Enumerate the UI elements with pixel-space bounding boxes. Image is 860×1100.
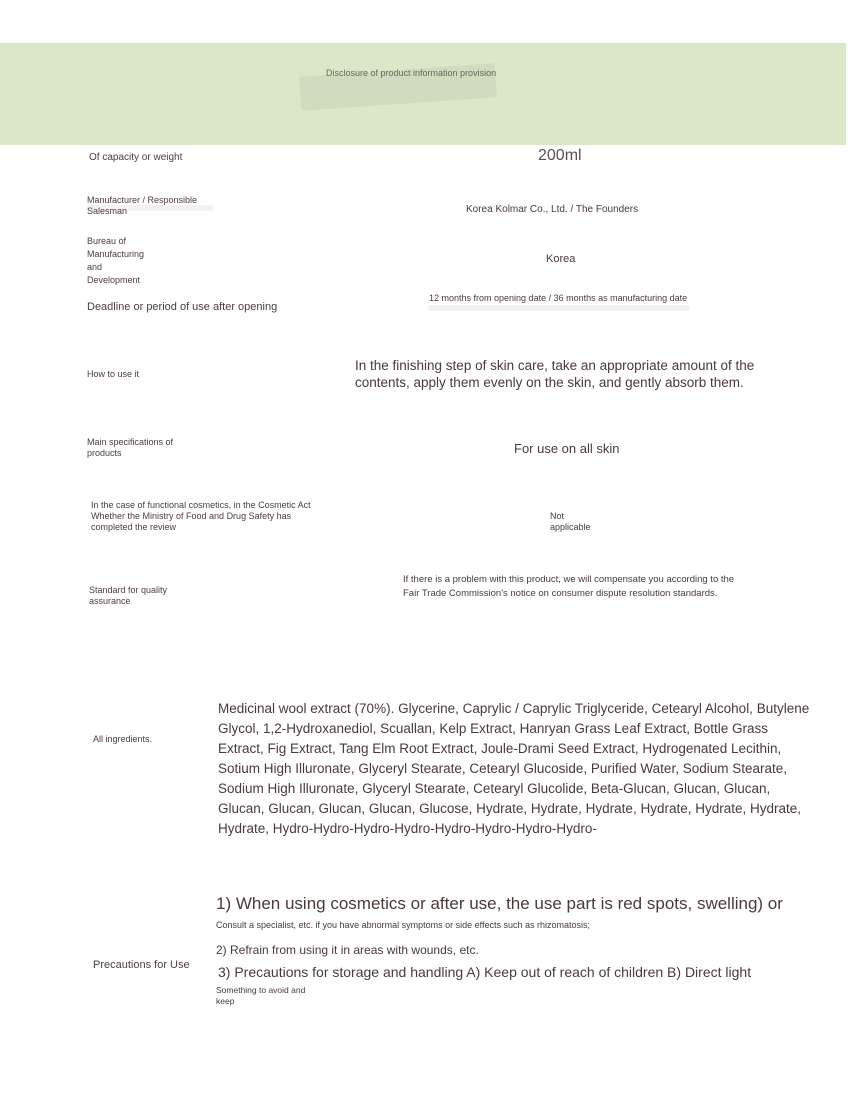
- ingredients-value: Medicinal wool extract (70%). Glycerine, Caprylic / Caprylic Triglyceride, Cetearyl Alcohol, Butylene Glycol, 1,2-Hydroxanediol, Scuallan, Kelp Extract, Hanryan Grass Leaf Extract, Bottle Grass Extract, Fig Extract, Tang Elm Root Extract, Joule-Drami Seed Extract, Hydrogenated Lecithin, Sotium High Illuronate, Glyceryl Stearate, Cetearyl Glucoside, Purified Water, Sodium Stearate, Sodium High Illuronate, Glyceryl Stearate, Cetearyl Glucolide, Beta-Glucan, Glucan, Glucan, Glucan, Glucan, Glucan, Glucan, Glucose, Hydrate, Hydrate, Hydrate, Hydrate, Hydrate, Hydrate, Hydrate, Hydro-Hydro-Hydro-Hydro-Hydro-Hydro-Hydro-Hydro-: [218, 701, 810, 836]
- precautions-line-2: 2) Refrain from using it in areas with wounds, etc.: [216, 943, 479, 957]
- origin-value: Korea: [546, 253, 576, 265]
- precautions-label: Precautions for Use: [93, 959, 190, 971]
- smudge: [428, 305, 690, 311]
- precautions-line-1-sub: Consult a specialist, etc. if you have abnormal symptoms or side effects such as rhizomatosis;: [216, 920, 590, 930]
- ingredients-label: All ingredients.: [93, 734, 153, 744]
- functional-value: Not applicable: [550, 511, 591, 532]
- precautions-line-3: 3) Precautions for storage and handling A) Keep out of reach of children B) Direct light: [218, 964, 752, 980]
- capacity-value: 200ml: [538, 147, 582, 164]
- precautions-line-3-sub: Something to avoid and keep: [216, 985, 306, 1006]
- manufacturer-value: Korea Kolmar Co., Ltd. / The Founders: [466, 204, 639, 215]
- how-to-use-value: In the finishing step of skin care, take an appropriate amount of the contents, apply them evenly on the skin, and gently absorb them.: [355, 358, 755, 390]
- how-to-use-label: How to use it: [87, 369, 140, 379]
- capacity-label: Of capacity or weight: [89, 152, 183, 163]
- origin-label: Bureau of Manufacturing and Development: [87, 236, 145, 285]
- deadline-label: Deadline or period of use after opening: [87, 301, 278, 313]
- functional-label: In the case of functional cosmetics, in the Cosmetic Act Whether the Ministry of Food and Drug Safety has completed the review: [91, 500, 311, 532]
- main-specs-label: Main specifications of products: [87, 437, 174, 458]
- page-title: Disclosure of product information provision: [326, 68, 497, 78]
- deadline-value: 12 months from opening date / 36 months as manufacturing date: [429, 293, 688, 303]
- quality-value: If there is a problem with this product, we will compensate you according to the Fair Trade Commission's notice on consumer dispute resolution standards.: [403, 574, 735, 599]
- manufacturer-label: Manufacturer / Responsible Salesman: [87, 195, 198, 216]
- precautions-line-1: 1) When using cosmetics or after use, the use part is red spots, swelling) or: [216, 894, 783, 913]
- main-specs-value: For use on all skin: [514, 441, 620, 456]
- quality-label: Standard for quality assurance: [89, 585, 168, 606]
